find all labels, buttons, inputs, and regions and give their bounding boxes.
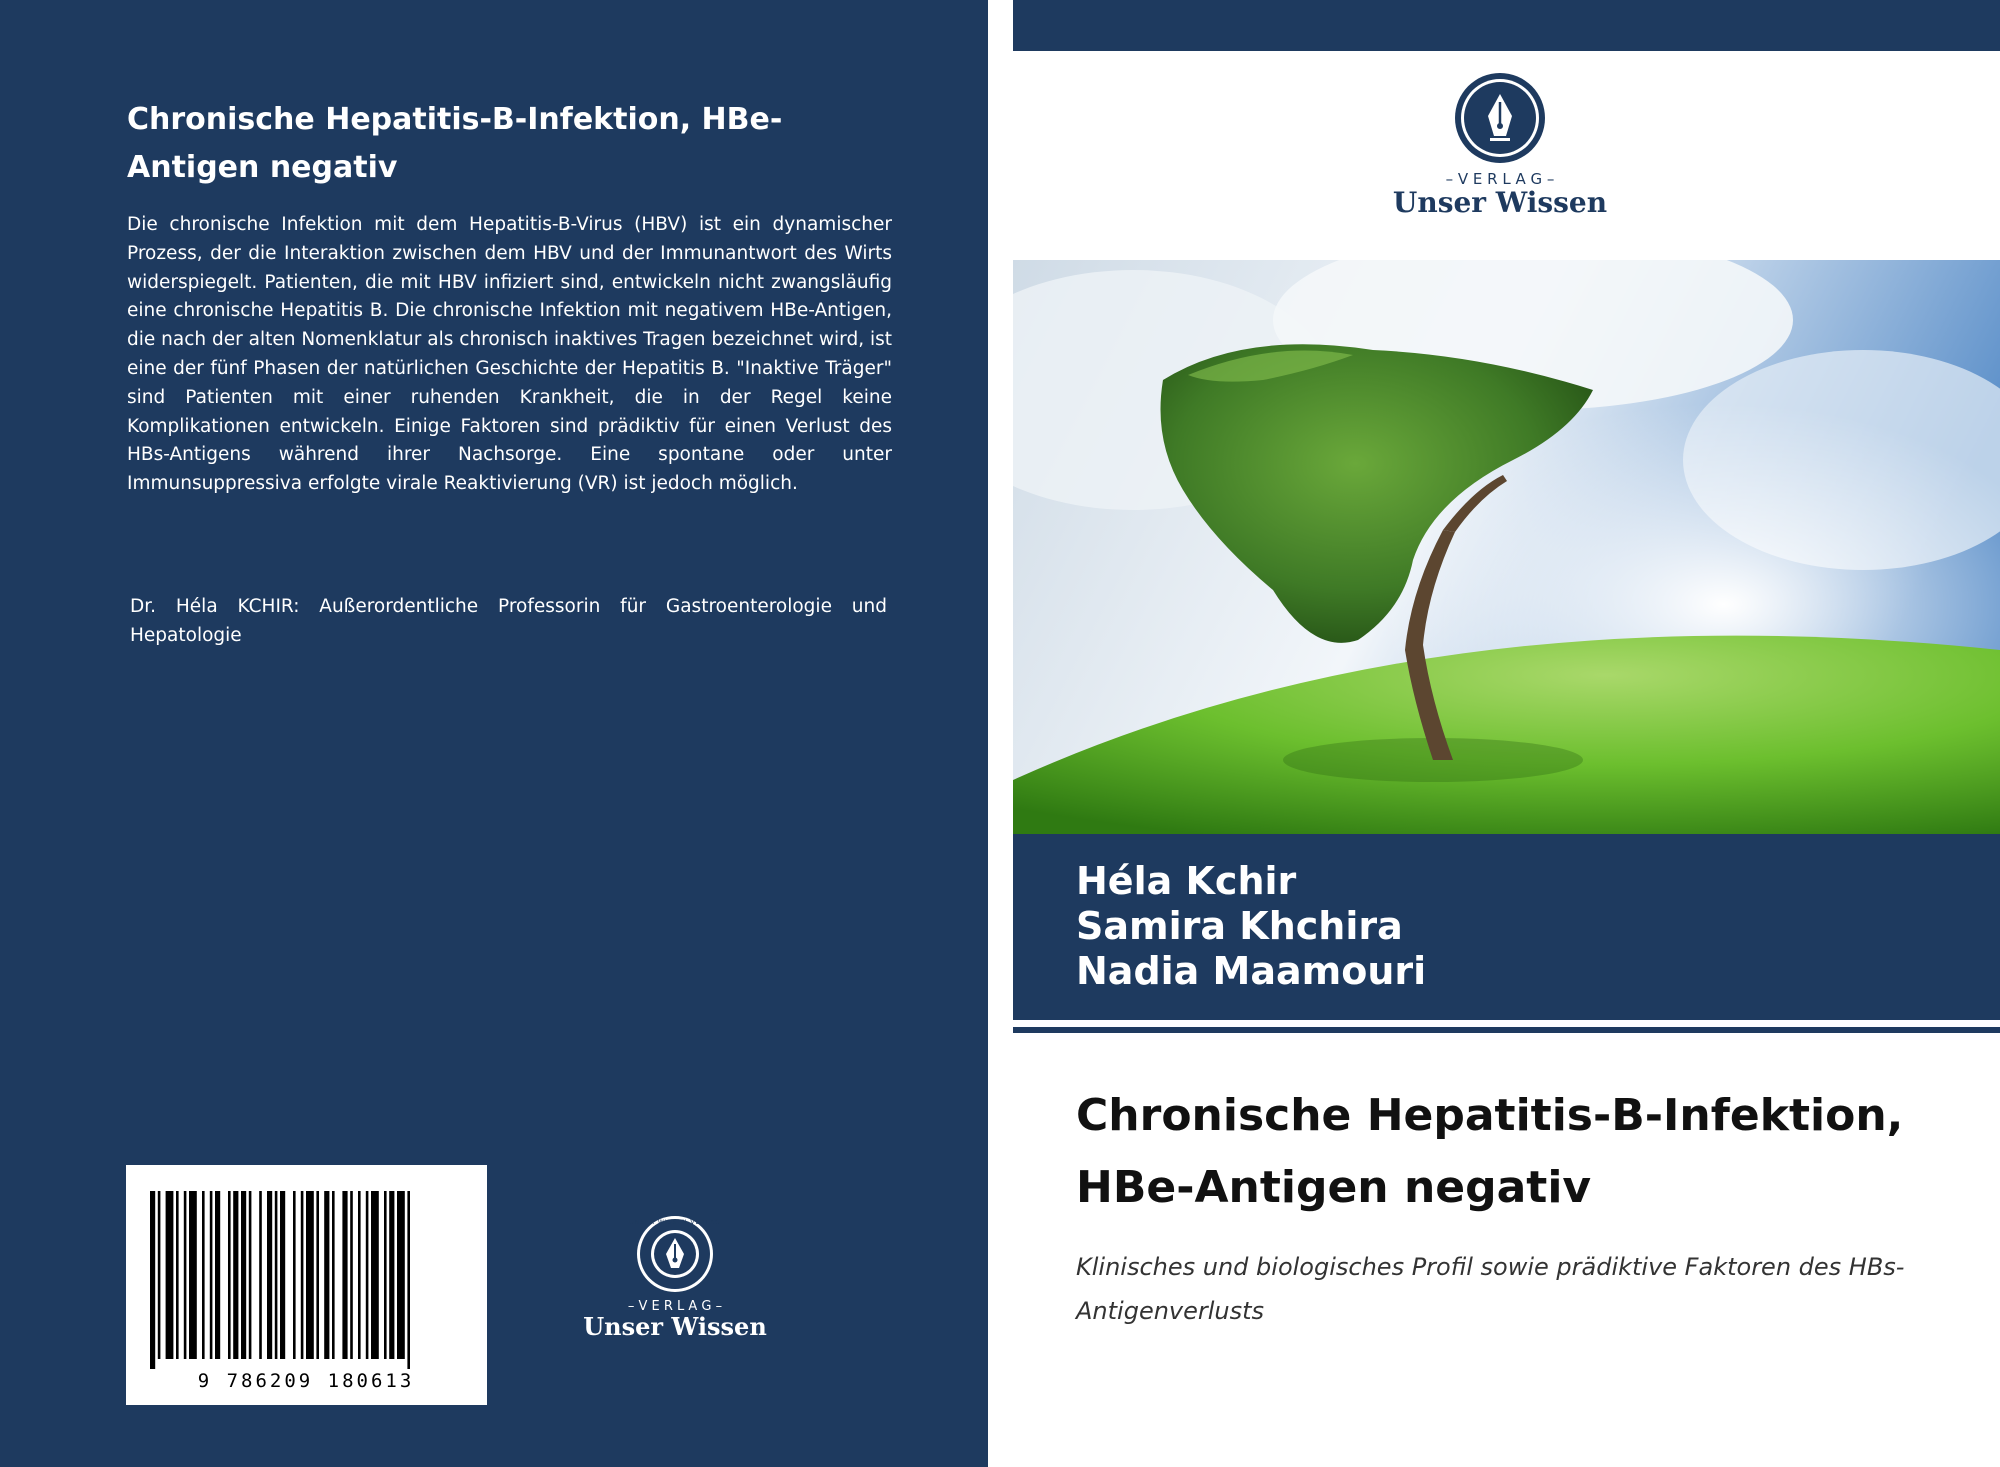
barcode-bar — [306, 1191, 314, 1359]
barcode-bar — [259, 1191, 262, 1359]
back-cover-blurb: Die chronische Infektion mit dem Hepatitis-B-Virus (HBV) ist ein dynamischer Prozess, der die Interaktion zwischen dem HBV und der Immunantwort des Wirts widerspiegelt. Patienten, die mit HBV infiziert sind, entwickeln nicht zwangsläufig eine chronische Hepatitis B. Die chronische Infektion mit negativem HBe-Antigen, die nach der alten Nomenklatur als chronisch inaktives Tragen bezeichnet wird, ist eine der fünf Phasen der natürlichen Geschichte der Hepatitis B. "Inaktive Träger" sind Patienten mit einer ruhenden Krankheit, die in der Regel keine Komplikationen entwickeln. Einige Faktoren sind prädiktiv für einen Verlust des HBs-Antigens während ihrer Nachsorge. Eine spontane oder unter Immunsuppressiva erfolgte virale Reaktivierung (VR) ist jedoch möglich. — [127, 214, 892, 495]
author-name: Héla Kchir — [1076, 859, 1297, 903]
barcode-bar — [158, 1191, 161, 1359]
barcode-bar — [202, 1191, 205, 1359]
pen-nib-seal-icon — [1455, 73, 1545, 163]
spine-gap — [988, 0, 1013, 1467]
barcode-bar — [150, 1191, 155, 1369]
barcode-bar — [228, 1191, 231, 1359]
author-bio: Dr. Héla KCHIR: Außerordentliche Professorin für Gastroenterologie und Hepatologie — [130, 596, 887, 646]
pen-nib-seal-icon — [637, 1216, 713, 1292]
barcode-bar — [280, 1191, 285, 1359]
back-cover — [0, 0, 988, 1467]
top-band — [1013, 0, 2000, 51]
barcode-bar — [358, 1191, 361, 1359]
publisher-logo-back — [560, 1210, 790, 1340]
publisher-name: Unser Wissen — [1392, 186, 1608, 219]
book-title: Chronische Hepatitis-B-Infektion, HBe-Antigen negativ — [1076, 1090, 1904, 1213]
isbn-barcode — [126, 1165, 487, 1405]
barcode-bar — [316, 1191, 319, 1359]
barcode-bar — [249, 1191, 252, 1359]
seal-ring-text: UNSER WISSEN VERLAG — [629, 1219, 721, 1226]
barcode-bar — [407, 1191, 410, 1369]
author-band — [1013, 834, 2000, 1020]
author-name: Samira Khchira — [1076, 904, 1403, 948]
barcode-bar — [293, 1191, 296, 1359]
barcode-bar — [342, 1191, 347, 1359]
isbn-digits: 9 786209 180613 — [197, 1370, 415, 1392]
publisher-logo-front — [1380, 70, 1620, 230]
barcode-bar — [397, 1191, 405, 1359]
author-name: Nadia Maamouri — [1076, 949, 1427, 993]
barcode-bar — [371, 1191, 379, 1359]
book-subtitle: Klinisches und biologisches Profil sowie prädiktive Faktoren des HBs-Antigenverlusts — [1076, 1253, 1905, 1325]
barcode-bar — [332, 1191, 335, 1359]
verlag-label: – V E R L A G – — [1445, 170, 1555, 188]
barcode-bar — [366, 1191, 369, 1359]
barcode-bar — [189, 1191, 197, 1359]
cover-photo-liver-tree — [1013, 260, 2000, 834]
barcode-bar — [389, 1191, 394, 1359]
divider-line — [1013, 1027, 2000, 1033]
barcode-bar — [301, 1191, 304, 1359]
barcode-bar — [210, 1191, 213, 1359]
barcode-bar — [215, 1191, 220, 1359]
barcode-bar — [350, 1191, 353, 1359]
barcode-bar — [184, 1191, 187, 1359]
barcode-bar — [275, 1191, 278, 1359]
barcode-bar — [176, 1191, 179, 1359]
publisher-name: Unser Wissen — [583, 1312, 767, 1340]
barcode-bar — [267, 1191, 272, 1359]
back-cover-title: Chronische Hepatitis-B-Infektion, HBe-Antigen negativ — [127, 102, 783, 185]
barcode-bar — [166, 1191, 174, 1359]
barcode-bar — [324, 1191, 329, 1359]
verlag-label: – V E R L A G – — [627, 1299, 723, 1314]
barcode-bar — [233, 1191, 238, 1359]
barcode-bar — [241, 1191, 246, 1359]
barcode-bar — [384, 1191, 387, 1359]
